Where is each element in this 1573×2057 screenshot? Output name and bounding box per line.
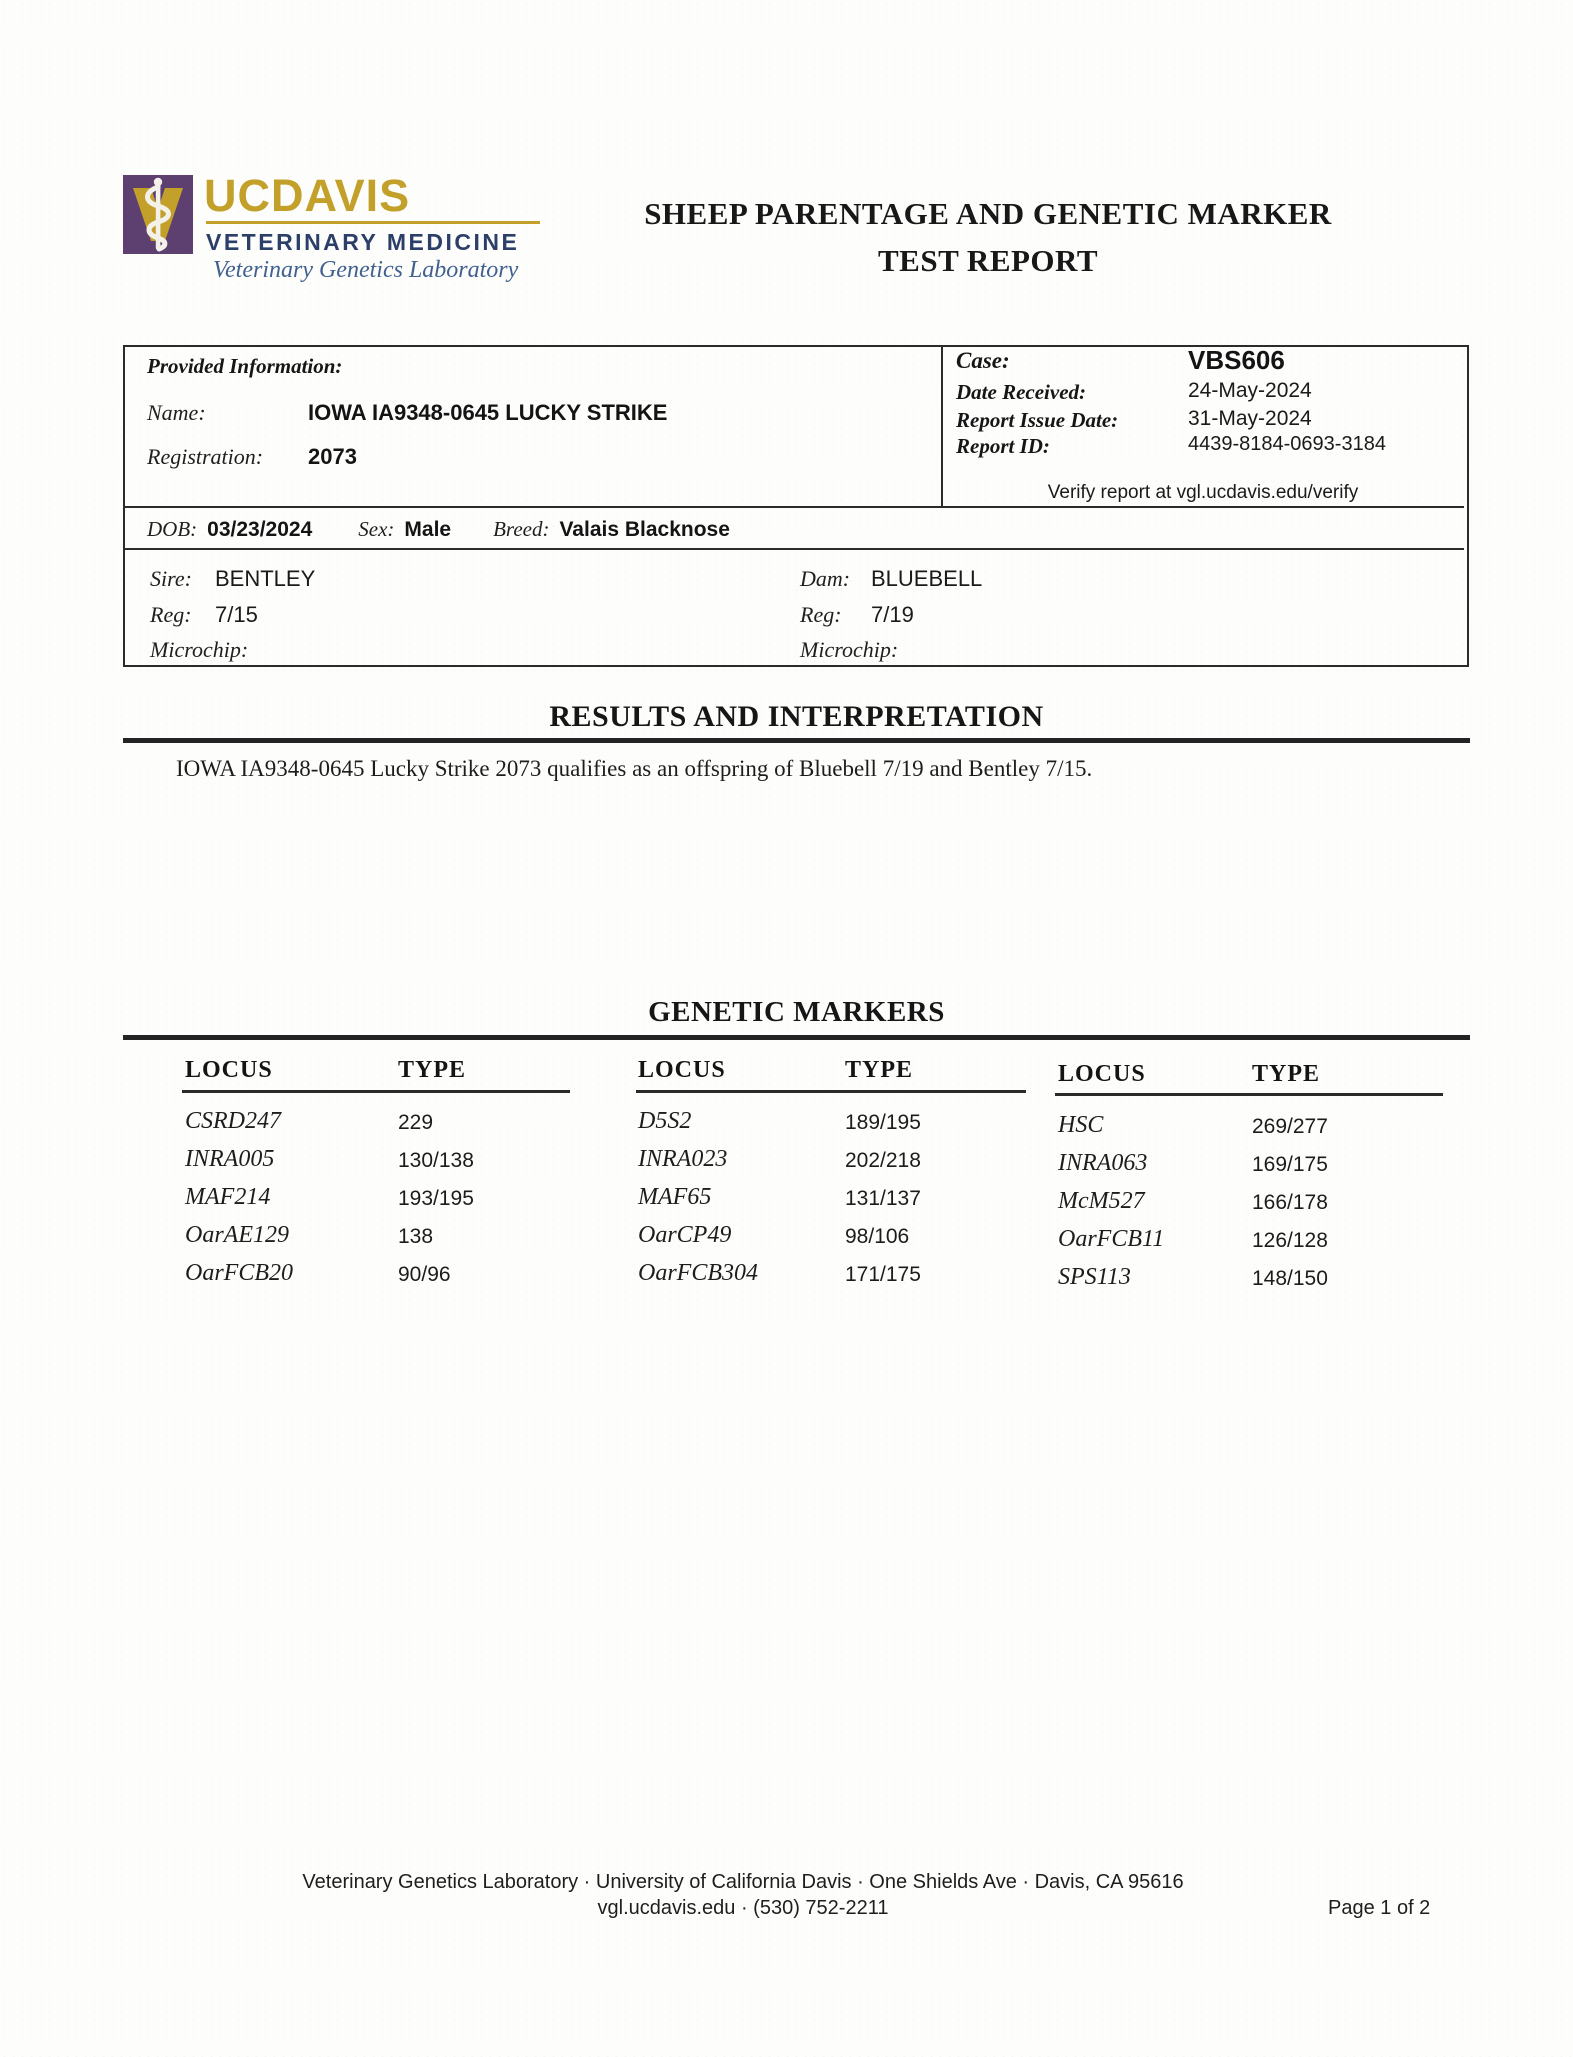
marker-locus: SPS113: [1058, 1264, 1131, 1290]
marker-type: 130/138: [398, 1149, 474, 1172]
results-heading: RESULTS AND INTERPRETATION: [549, 700, 1044, 733]
sire-reg-value: 7/15: [215, 602, 258, 627]
registration-value: 2073: [308, 444, 357, 469]
dam-microchip-label: Microchip:: [800, 637, 899, 662]
marker-type: 166/178: [1252, 1191, 1328, 1214]
sire-microchip-label: Microchip:: [150, 637, 249, 662]
marker-type: 148/150: [1252, 1267, 1328, 1290]
marker-type: 98/106: [845, 1225, 910, 1248]
marker-type: 131/137: [845, 1187, 921, 1210]
marker-locus: D5S2: [638, 1108, 692, 1134]
info-box-rule-2: [124, 548, 1464, 550]
report-id-value: 4439-8184-0693-3184: [1188, 433, 1386, 455]
dam-reg-value: 7/19: [871, 602, 914, 627]
ucdavis-wordmark: UCDAVIS: [204, 170, 411, 221]
provided-information-heading: Provided Information:: [147, 354, 343, 378]
info-box-rule-1: [124, 506, 1464, 508]
marker-type: 189/195: [845, 1111, 921, 1134]
type-header-3: TYPE: [1252, 1061, 1321, 1087]
dob-label: DOB:: [147, 517, 198, 541]
marker-locus: OarFCB11: [1058, 1226, 1165, 1252]
marker-type: 202/218: [845, 1149, 921, 1172]
case-label: Case:: [956, 348, 1010, 373]
marker-type: 171/175: [845, 1263, 921, 1286]
dam-label: Dam:: [800, 566, 851, 591]
vgl-caduceus-icon: [123, 175, 193, 254]
veterinary-medicine-label: VETERINARY MEDICINE: [206, 229, 520, 255]
genetic-markers-rule: [123, 1035, 1470, 1040]
date-received-label: Date Received:: [956, 380, 1087, 404]
report-id-label: Report ID:: [956, 434, 1050, 458]
registration-label: Registration:: [147, 444, 264, 469]
marker-col2-rule: [636, 1090, 1026, 1093]
breed-value: Valais Blacknose: [559, 518, 730, 541]
marker-type: 126/128: [1252, 1229, 1328, 1252]
report-issue-date-value: 31-May-2024: [1188, 407, 1312, 430]
genetic-markers-heading: GENETIC MARKERS: [648, 996, 945, 1028]
dam-reg-label: Reg:: [800, 602, 842, 627]
name-label: Name:: [147, 400, 206, 425]
marker-locus: OarFCB20: [185, 1260, 293, 1286]
results-rule: [123, 738, 1470, 743]
type-header-2: TYPE: [845, 1057, 914, 1083]
report-title-line1: SHEEP PARENTAGE AND GENETIC MARKER: [644, 196, 1332, 231]
breed-label: Breed:: [493, 517, 550, 541]
footer-address: Veterinary Genetics Laboratory · University of California Davis · One Shields Ave · Davis, CA 95616: [302, 1871, 1184, 1893]
dob-value: 03/23/2024: [207, 518, 313, 541]
sex-value: Male: [404, 518, 452, 541]
animal-detail-row: [147, 517, 730, 542]
marker-col1-rule: [182, 1090, 570, 1093]
footer-contact: vgl.ucdavis.edu · (530) 752-2211: [597, 1897, 889, 1919]
marker-locus: MAF65: [638, 1184, 712, 1210]
dam-name: BLUEBELL: [871, 566, 983, 591]
marker-type: 169/175: [1252, 1153, 1328, 1176]
page-number: Page 1 of 2: [1328, 1897, 1431, 1919]
type-header-1: TYPE: [398, 1057, 467, 1083]
marker-locus: CSRD247: [185, 1108, 281, 1134]
case-value: VBS606: [1188, 345, 1285, 375]
marker-locus: OarFCB304: [638, 1260, 758, 1286]
sex-label: Sex:: [358, 517, 395, 541]
verify-report-note: Verify report at vgl.ucdavis.edu/verify: [1047, 482, 1359, 503]
name-value: IOWA IA9348-0645 LUCKY STRIKE: [308, 400, 668, 425]
marker-locus: INRA005: [185, 1146, 275, 1172]
report-title-line2: TEST REPORT: [877, 243, 1099, 278]
marker-locus: INRA063: [1058, 1150, 1148, 1176]
sire-reg-label: Reg:: [150, 602, 192, 627]
sire-name: BENTLEY: [215, 566, 316, 591]
logo-underline: [206, 221, 540, 224]
marker-type: 229: [398, 1111, 434, 1134]
report-issue-date-label: Report Issue Date:: [956, 408, 1119, 432]
marker-locus: MAF214: [185, 1184, 271, 1210]
veterinary-genetics-laboratory-label: Veterinary Genetics Laboratory: [213, 257, 519, 283]
marker-col3-rule: [1055, 1093, 1443, 1096]
locus-header-1: LOCUS: [185, 1057, 273, 1083]
marker-type: 269/277: [1252, 1115, 1328, 1138]
sire-label: Sire:: [150, 566, 192, 591]
marker-type: 193/195: [398, 1187, 474, 1210]
locus-header-3: LOCUS: [1058, 1061, 1146, 1087]
marker-locus: HSC: [1058, 1112, 1104, 1138]
marker-locus: McM527: [1058, 1188, 1145, 1214]
marker-locus: INRA023: [638, 1146, 728, 1172]
locus-header-2: LOCUS: [638, 1057, 726, 1083]
marker-locus: OarCP49: [638, 1222, 732, 1248]
results-text: IOWA IA9348-0645 Lucky Strike 2073 qualifies as an offspring of Bluebell 7/19 and Bentley 7/15.: [176, 756, 1093, 781]
marker-type: 138: [398, 1225, 434, 1248]
date-received-value: 24-May-2024: [1188, 379, 1312, 402]
marker-locus: OarAE129: [185, 1222, 289, 1248]
marker-type: 90/96: [398, 1263, 451, 1286]
